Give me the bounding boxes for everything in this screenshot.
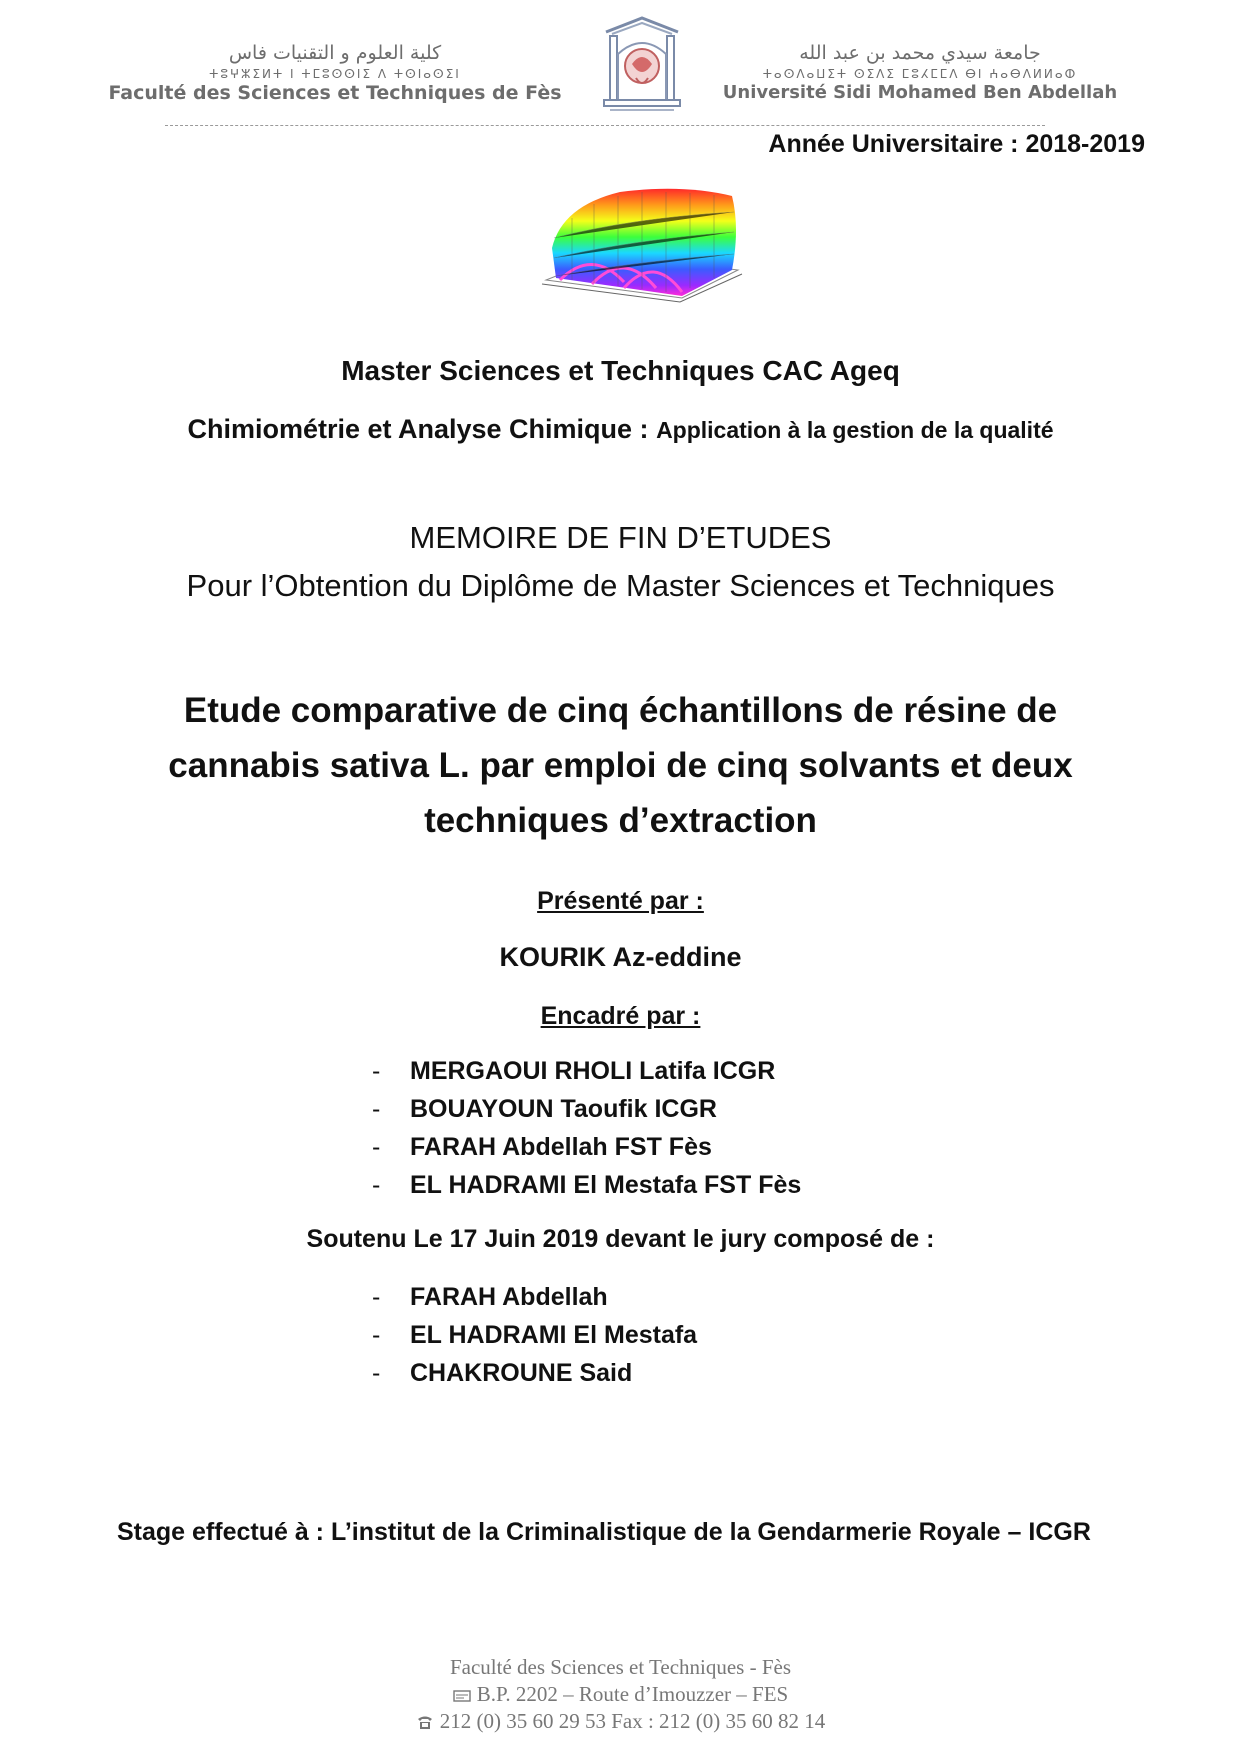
footer-phone-text: 212 (0) 35 60 29 53 Fax : 212 (0) 35 60 82 14 (439, 1709, 826, 1733)
jury-member-name: EL HADRAMI El Mestafa (410, 1321, 698, 1349)
jury-member-name: FARAH Abdellah (410, 1283, 608, 1311)
faculty-name-french: Faculté des Sciences et Techniques de Fès (108, 82, 562, 104)
supervisor-name: MERGAOUI RHOLI Latifa ICGR (410, 1057, 776, 1085)
supervisor-name: FARAH Abdellah FST Fès (410, 1133, 712, 1161)
faculty-header (100, 40, 570, 104)
university-name-french: Université Sidi Mohamed Ben Abdellah (722, 82, 1118, 103)
defense-statement: Soutenu Le 17 Juin 2019 devant le jury composé de : (306, 1225, 935, 1253)
program-specialty (0, 414, 1241, 445)
footer-postal-text: B.P. 2202 – Route d’Imouzzer – FES (476, 1682, 789, 1706)
header-divider (165, 125, 1045, 126)
footer-address (0, 1654, 1241, 1738)
author-name: KOURIK Az-eddine (499, 942, 742, 972)
university-header (700, 40, 1140, 104)
footer-faculty: Faculté des Sciences et Techniques - Fès (449, 1655, 792, 1679)
list-bullet: - (372, 1133, 381, 1161)
jury-member-name: CHAKROUNE Said (410, 1359, 633, 1387)
faculty-name-arabic: كلية العلوم و التقنيات فاس (228, 42, 442, 64)
footer-phone (0, 1708, 1241, 1737)
list-bullet: - (372, 1171, 381, 1199)
faculty-name-tifinagh: ⵜⵓⵖⵣⵉⵍⵜ ⵏ ⵜⵎⵓⵙⵙⵏⵉ ⴷ ⵜⵙⵏⴰⵙⵉⵏ (209, 67, 461, 81)
academic-year: Année Universitaire : 2018-2019 (768, 130, 1145, 158)
list-bullet: - (372, 1359, 381, 1387)
supervisor-name: EL HADRAMI El Mestafa FST Fès (410, 1171, 802, 1199)
supervised-by-label: Encadré par : (540, 1002, 701, 1030)
university-name-arabic: جامعة سيدي محمد بن عبد الله (799, 42, 1041, 64)
list-bullet: - (372, 1057, 381, 1085)
university-emblem-logo (596, 14, 688, 114)
list-bullet: - (372, 1095, 381, 1123)
presented-by-label: Présenté par : (537, 887, 704, 915)
specialty-main: Chimiométrie et Analyse Chimique : (187, 414, 657, 444)
master-program-title: Master Sciences et Techniques CAC Ageq (341, 355, 900, 386)
university-name-tifinagh: ⵜⴰⵙⴷⴰⵡⵉⵜ ⵙⵉⴷⵉ ⵎⵓⵃⵎⵎⴷ ⴱⵏ ⵄⴰⴱⴷⵍⵍⴰⵀ (762, 67, 1078, 81)
internship-location: Stage effectué à : L’institut de la Criminalistique de la Gendarmerie Royale – ICGR (117, 1518, 1091, 1546)
surface-plot-illustration (532, 188, 752, 336)
document-type: MEMOIRE DE FIN D’ETUDES (409, 520, 832, 555)
mailbox-icon (453, 1683, 471, 1710)
telephone-icon (416, 1710, 434, 1737)
list-bullet: - (372, 1283, 381, 1311)
list-bullet: - (372, 1321, 381, 1349)
diploma-purpose: Pour l’Obtention du Diplôme de Master Sciences et Techniques (186, 568, 1055, 603)
specialty-sub: Application à la gestion de la qualité (656, 417, 1054, 443)
footer-postal (0, 1681, 1241, 1710)
thesis-title: Etude comparative de cinq échantillons de résine de cannabis sativa L. par emploi de cinq solvants et deux techniques d’extraction (168, 691, 1073, 840)
supervisor-name: BOUAYOUN Taoufik ICGR (410, 1095, 717, 1123)
